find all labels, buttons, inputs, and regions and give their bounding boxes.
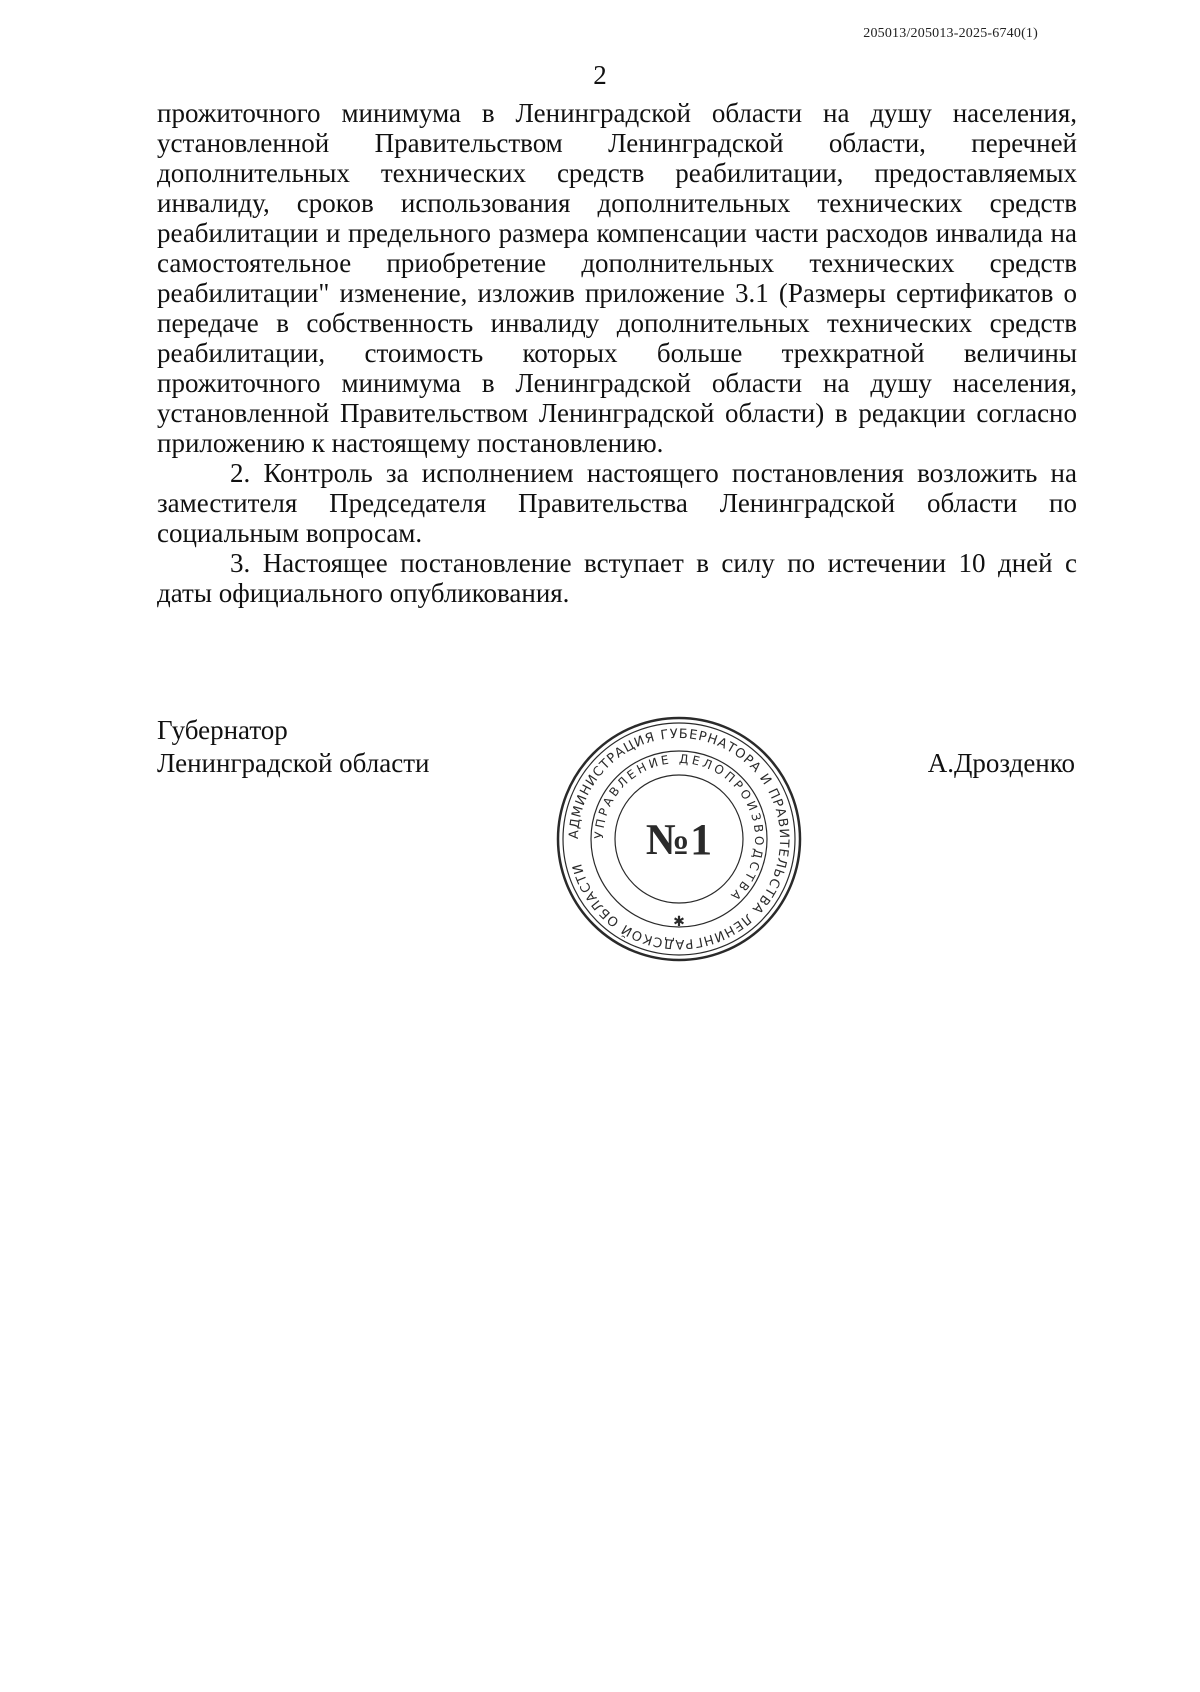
- stamp-number: №1: [645, 815, 713, 864]
- stamp-seal: [554, 714, 804, 964]
- stamp-inner-text: УПРАВЛЕНИЕ ДЕЛОПРОИЗВОДСТВА: [591, 751, 767, 905]
- page-number: 2: [593, 60, 607, 90]
- signatory-position-line-2: Ленинградской области: [157, 748, 430, 778]
- document-body: [157, 98, 1077, 608]
- paragraph-1: прожиточного минимума в Ленинградской области на душу населения, установленной Правительством Ленинградской области, перечней дополнительных технических средств реабилитации, предоставляемых инвалиду, сроков использования дополнительных технических средств реабилитации и предельного размера компенсации части расходов инвалида на самостоятельное приобретение дополнительных технических средств реабилитации" изменение, изложив приложение 3.1 (Размеры сертификатов о передаче в собственность инвалиду дополнительных технических средств реабилитации, стоимость которых больше трехкратной величины прожиточного минимума в Ленинградской области на душу населения, установленной Правительством Ленинградской области) в редакции согласно приложению к настоящему постановлению.: [157, 98, 1077, 458]
- stamp-outer-text: АДМИНИСТРАЦИЯ ГУБЕРНАТОРА И ПРАВИТЕЛЬСТВА ЛЕНИНГРАДСКОЙ ОБЛАСТИ: [566, 726, 792, 952]
- paragraph-3: 3. Настоящее постановление вступает в силу по истечении 10 дней с даты официального опубликования.: [157, 548, 1077, 608]
- document-id: 205013/205013-2025-6740(1): [863, 26, 1038, 41]
- official-stamp: [554, 714, 804, 964]
- paragraph-2: 2. Контроль за исполнением настоящего постановления возложить на заместителя Председателя Правительства Ленинградской области по социальным вопросам.: [157, 458, 1077, 548]
- signatory-name: А.Дрозденко: [927, 748, 1075, 778]
- star-icon: ✱: [673, 914, 685, 930]
- signatory-position-line-1: Губернатор: [157, 715, 288, 745]
- signatory-position: [157, 714, 429, 780]
